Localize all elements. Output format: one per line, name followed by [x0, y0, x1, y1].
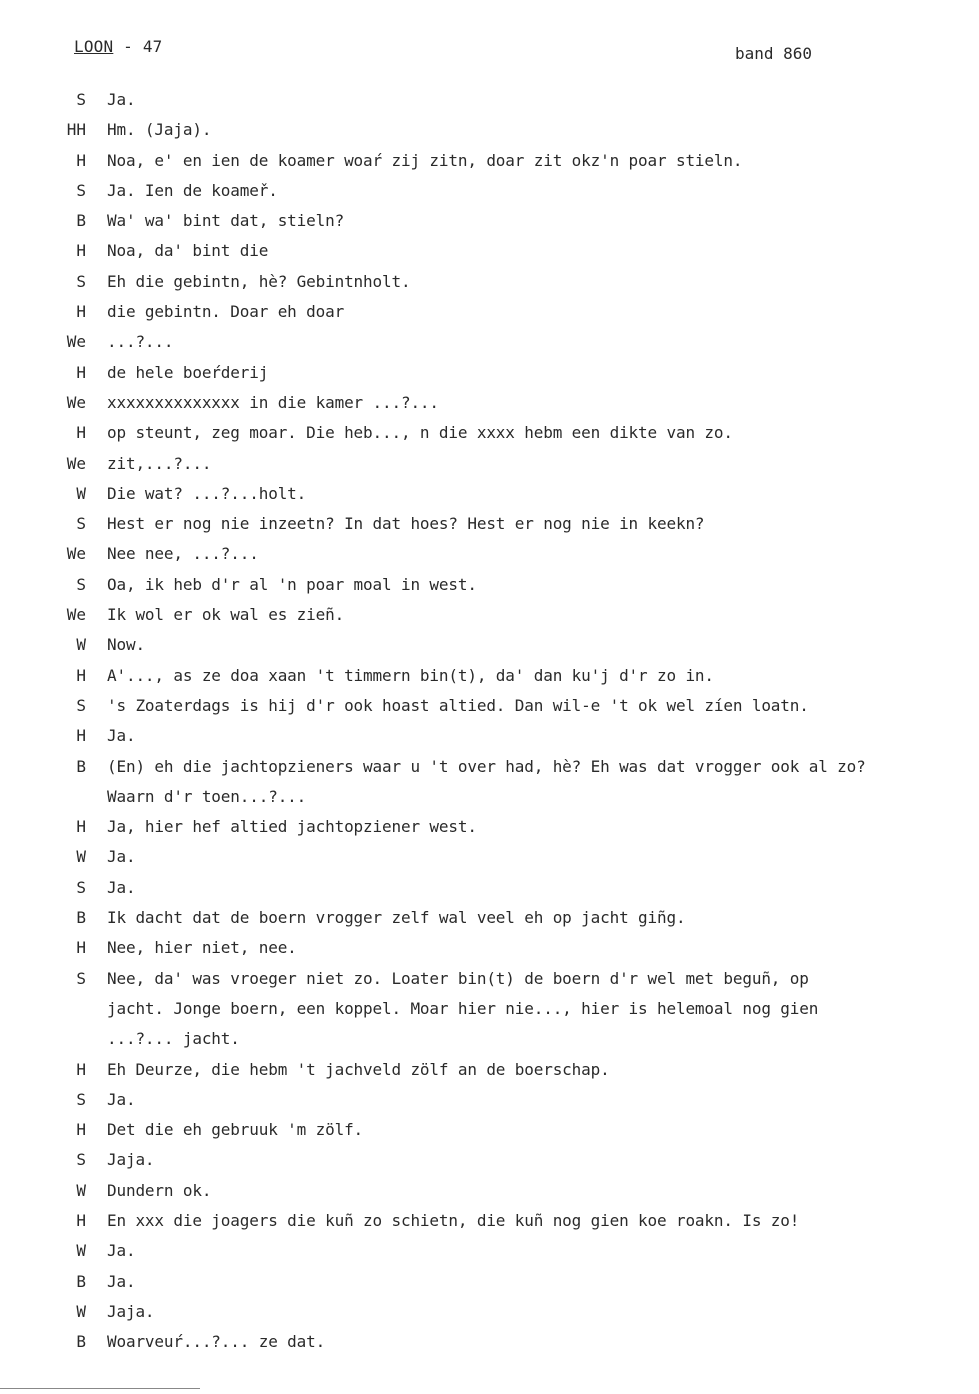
transcript-line [0, 423, 979, 453]
speaker-label: We [66, 453, 86, 473]
transcript-line [0, 272, 979, 302]
utterance-text: Det die eh gebruuk 'm zölf. [107, 1120, 364, 1140]
transcript-line [0, 1150, 979, 1180]
transcript-line [0, 241, 979, 271]
bottom-rule [0, 1388, 200, 1389]
speaker-label: S [76, 877, 86, 897]
transcript-line [0, 332, 979, 362]
transcript-line [0, 1332, 979, 1362]
transcript-line [0, 120, 979, 150]
utterance-text: Ja. [107, 726, 136, 746]
utterance-text: Eh die gebintn, hè? Gebintnholt. [107, 271, 411, 291]
speaker-label: W [76, 847, 86, 867]
utterance-text: Now. [107, 635, 145, 655]
speaker-label: H [76, 665, 86, 685]
speaker-label: We [66, 544, 86, 564]
speaker-label: S [76, 968, 86, 988]
utterance-text: 's Zoaterdags is hij d'r ook hoast altied. Dan wil-e 't ok wel zíen loatn. [107, 695, 809, 715]
utterance-text: ...?... [107, 332, 174, 352]
transcript-line [0, 302, 979, 332]
transcript-line [0, 575, 979, 605]
transcript-line [0, 1060, 979, 1090]
utterance-text: Hm. (Jaja). [107, 120, 212, 140]
transcript-line [0, 1302, 979, 1332]
utterance-text: Jaja. [107, 1301, 155, 1321]
speaker-label: H [76, 150, 86, 170]
speaker-label: H [76, 423, 86, 443]
speaker-label: W [76, 483, 86, 503]
transcript-line [0, 484, 979, 514]
speaker-label: S [76, 574, 86, 594]
speaker-label: We [66, 332, 86, 352]
header-band: band 860 [735, 44, 813, 63]
utterance-text: jacht. Jonge boern, een koppel. Moar hier nie..., hier is helemoal nog gien [107, 998, 819, 1018]
page-header-left [74, 37, 163, 56]
utterance-text: Die wat? ...?...holt. [107, 483, 307, 503]
utterance-text: A'..., as ze doa xaan 't timmern bin(t), da' dan ku'j d'r zo in. [107, 665, 714, 685]
speaker-label: H [76, 1059, 86, 1079]
speaker-label: S [76, 695, 86, 715]
speaker-label: We [66, 605, 86, 625]
transcript-line [0, 908, 979, 938]
utterance-text: Nee, hier niet, nee. [107, 938, 297, 958]
transcript-line [0, 817, 979, 847]
speaker-label: S [76, 271, 86, 291]
speaker-label: B [76, 756, 86, 776]
transcript-line [0, 757, 979, 787]
speaker-label: B [76, 211, 86, 231]
transcript-line [0, 969, 979, 999]
speaker-label: B [76, 1271, 86, 1291]
speaker-label: H [76, 1210, 86, 1230]
speaker-label: S [76, 180, 86, 200]
speaker-label: H [76, 241, 86, 261]
utterance-text: Ja. [107, 90, 136, 109]
speaker-label: HH [66, 120, 86, 140]
utterance-text: Ja. [107, 1089, 136, 1109]
speaker-label: W [76, 1241, 86, 1261]
utterance-text: Dundern ok. [107, 1180, 212, 1200]
transcript-line [0, 605, 979, 635]
transcript-line [0, 999, 979, 1029]
transcript-line [0, 454, 979, 484]
speaker-label: H [76, 938, 86, 958]
transcript-line [0, 1029, 979, 1059]
transcript-line [0, 938, 979, 968]
speaker-label: B [76, 908, 86, 928]
utterance-text: Eh Deurze, die hebm 't jachveld zölf an de boerschap. [107, 1059, 610, 1079]
speaker-label: H [76, 726, 86, 746]
transcript-line [0, 181, 979, 211]
utterance-text: Ja. [107, 877, 136, 897]
transcript-line [0, 635, 979, 665]
utterance-text: op steunt, zeg moar. Die heb..., n die xxxx hebm een dikte van zo. [107, 423, 733, 443]
utterance-text: Ja, hier hef altied jachtopziener west. [107, 817, 477, 837]
utterance-text: Jaja. [107, 1150, 155, 1170]
header-page-number: - 47 [113, 37, 163, 56]
transcript-line [0, 847, 979, 877]
speaker-label: W [76, 1301, 86, 1321]
utterance-text: xxxxxxxxxxxxxx in die kamer ...?... [107, 392, 439, 412]
utterance-text: Nee nee, ...?... [107, 544, 259, 564]
utterance-text: Ja. [107, 1241, 136, 1261]
transcript-line [0, 1272, 979, 1302]
transcript-line [0, 726, 979, 756]
transcript-line [0, 666, 979, 696]
utterance-text: Ja. [107, 847, 136, 867]
utterance-text: Waarn d'r toen...?... [107, 786, 307, 806]
utterance-text: Ik wol er ok wal es zieñ. [107, 605, 345, 625]
utterance-text: Wa' wa' bint dat, stieln? [107, 211, 345, 231]
transcript-line [0, 363, 979, 393]
utterance-text: Ja. [107, 1271, 136, 1291]
speaker-label: H [76, 302, 86, 322]
speaker-label: W [76, 1180, 86, 1200]
transcript-line [0, 90, 979, 120]
utterance-text: Ja. Ien de koameř. [107, 180, 278, 200]
utterance-text: ...?... jacht. [107, 1029, 240, 1049]
transcript-line [0, 1241, 979, 1271]
speaker-label: S [76, 90, 86, 109]
transcript-line [0, 514, 979, 544]
utterance-text: Oa, ik heb d'r al 'n poar moal in west. [107, 574, 477, 594]
transcript-line [0, 1181, 979, 1211]
speaker-label: We [66, 392, 86, 412]
transcript-line [0, 878, 979, 908]
utterance-text: de hele boeŕderij [107, 362, 269, 382]
speaker-label: H [76, 817, 86, 837]
transcript-line [0, 393, 979, 423]
speaker-label: S [76, 514, 86, 534]
transcript-line [0, 211, 979, 241]
transcript-line [0, 544, 979, 574]
transcript-line [0, 696, 979, 726]
speaker-label: B [76, 1332, 86, 1352]
transcript-line [0, 151, 979, 181]
header-title: LOON [74, 37, 114, 56]
transcript-lines [0, 90, 979, 1362]
speaker-label: W [76, 635, 86, 655]
utterance-text: En xxx die joagers die kuñ zo schietn, die kuñ nog gien koe roakn. Is zo! [107, 1210, 800, 1230]
utterance-text: Nee, da' was vroeger niet zo. Loater bin(t) de boern d'r wel met beguñ, op [107, 968, 809, 988]
utterance-text: Noa, da' bint die [107, 241, 269, 261]
speaker-label: S [76, 1150, 86, 1170]
utterance-text: Ik dacht dat de boern vrogger zelf wal veel eh op jacht giñg. [107, 908, 686, 928]
utterance-text: Noa, e' en ien de koamer woaŕ zij zitn, doar zit okz'n poar stieln. [107, 150, 743, 170]
utterance-text: zit,...?... [107, 453, 212, 473]
transcript-line [0, 1120, 979, 1150]
transcript-line [0, 1090, 979, 1120]
utterance-text: die gebintn. Doar eh doar [107, 302, 345, 322]
utterance-text: Woarveuŕ...?... ze dat. [107, 1332, 326, 1352]
speaker-label: S [76, 1089, 86, 1109]
utterance-text: Hest er nog nie inzeetn? In dat hoes? Hest er nog nie in keekn? [107, 514, 705, 534]
speaker-label: H [76, 362, 86, 382]
transcript-line [0, 1211, 979, 1241]
speaker-label: H [76, 1120, 86, 1140]
transcript-line [0, 787, 979, 817]
utterance-text: (En) eh die jachtopzieners waar u 't over had, hè? Eh was dat vrogger ook al zo? [107, 756, 866, 776]
